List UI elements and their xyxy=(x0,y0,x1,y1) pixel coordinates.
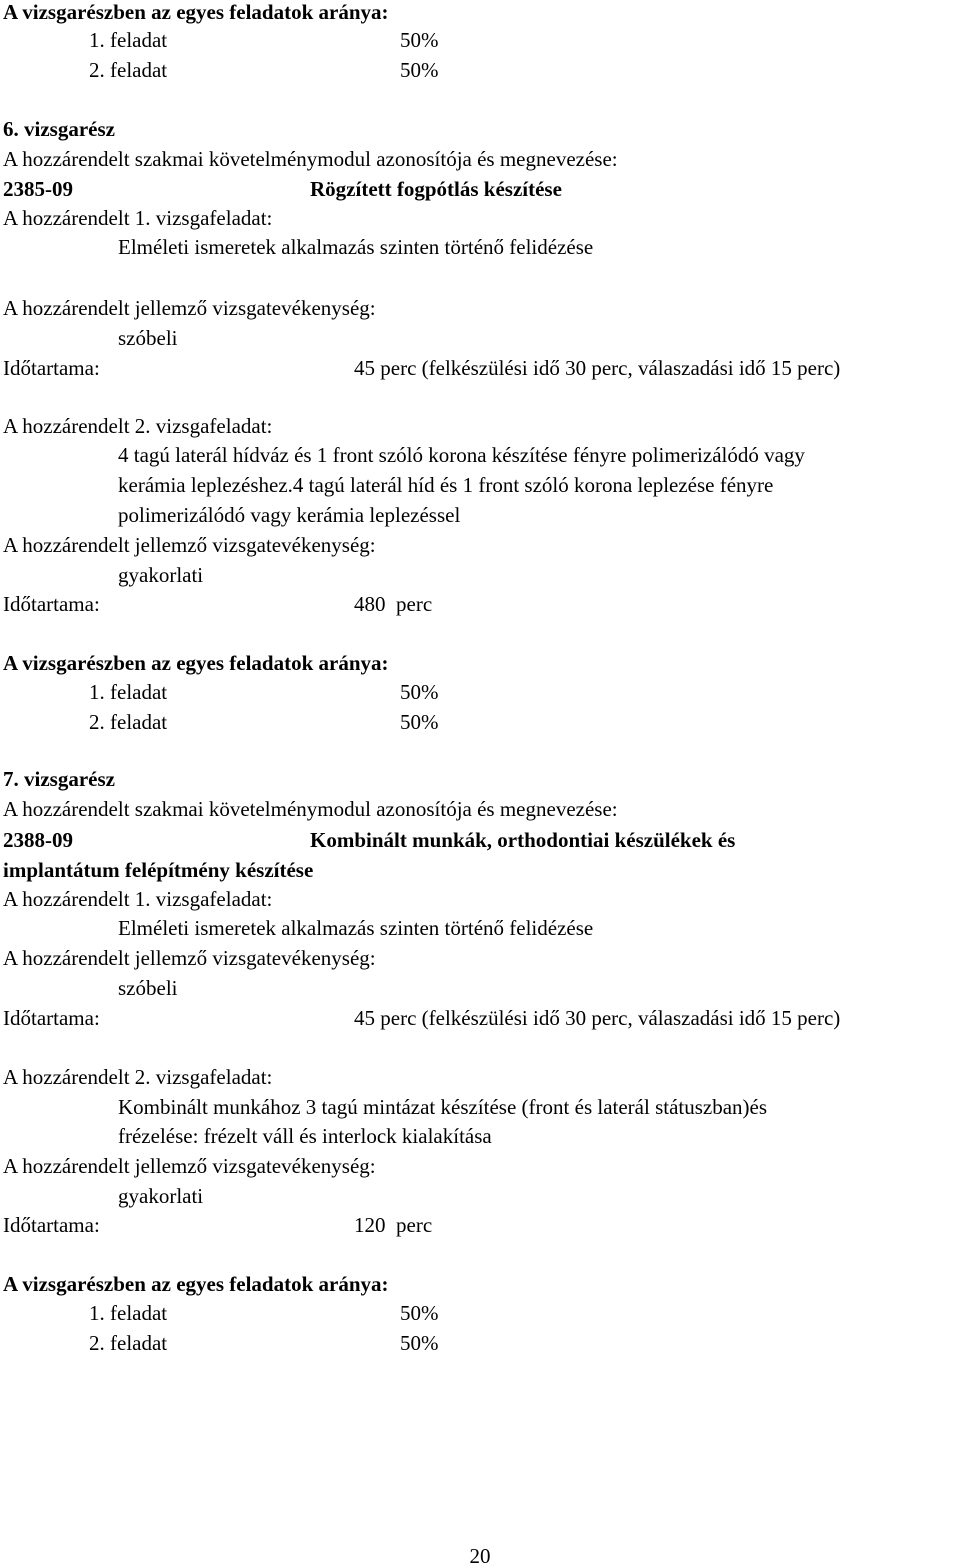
part7-task2-description-line: frézelése: frézelt váll és interlock kialakítása xyxy=(118,1124,492,1148)
part7-title: 7. vizsgarész xyxy=(3,767,115,791)
ratio-task2-value: 50% xyxy=(400,58,439,82)
part7-ratio-task2-value: 50% xyxy=(400,1331,439,1355)
part6-task1-description: Elméleti ismeretek alkalmazás szinten történő felidézése xyxy=(118,235,594,259)
part6-task2-heading: A hozzárendelt 2. vizsgafeladat: xyxy=(3,414,273,438)
part7-task1-duration-label: Időtartama: xyxy=(3,1006,100,1030)
part7-task2-activity: gyakorlati xyxy=(118,1184,204,1208)
part7-task2-description-line: Kombinált munkához 3 tagú mintázat készítése (front és laterál státuszban)és xyxy=(118,1095,768,1119)
part7-task2-heading: A hozzárendelt 2. vizsgafeladat: xyxy=(3,1065,273,1089)
part7-module-intro: A hozzárendelt szakmai követelménymodul azonosítója és megnevezése: xyxy=(3,797,618,821)
part7-task2-duration: 120 perc xyxy=(354,1213,433,1237)
part6-task2-duration: 480 perc xyxy=(354,592,433,616)
part7-module-code: 2388-09 xyxy=(3,828,73,852)
part7-task2-duration-label: Időtartama: xyxy=(3,1213,100,1237)
ratio-task1-value: 50% xyxy=(400,28,439,52)
part7-task1-heading: A hozzárendelt 1. vizsgafeladat: xyxy=(3,887,273,911)
ratio-task2-label: 2. feladat xyxy=(89,58,168,82)
part6-task2-description-line: 4 tagú laterál hídváz és 1 front szóló korona készítése fényre polimerizálódó vagy xyxy=(118,443,805,467)
ratio-task1-label: 1. feladat xyxy=(89,28,168,52)
part6-module-intro: A hozzárendelt szakmai követelménymodul azonosítója és megnevezése: xyxy=(3,147,618,171)
part6-task1-duration-label: Időtartama: xyxy=(3,356,100,380)
part6-ratio-task1-value: 50% xyxy=(400,680,439,704)
part6-module-name: Rögzített fogpótlás készítése xyxy=(310,177,562,201)
part6-task2-description-line: polimerizálódó vagy kerámia leplezéssel xyxy=(118,503,461,527)
part7-task1-activity-heading: A hozzárendelt jellemző vizsgatevékenység: xyxy=(3,946,376,970)
part6-task2-duration-label: Időtartama: xyxy=(3,592,100,616)
part6-module-code: 2385-09 xyxy=(3,177,73,201)
part7-ratio-task1-label: 1. feladat xyxy=(89,1301,168,1325)
part6-task1-activity: szóbeli xyxy=(118,326,178,350)
part6-ratio-task2-value: 50% xyxy=(400,710,439,734)
part7-task1-description: Elméleti ismeretek alkalmazás szinten történő felidézése xyxy=(118,916,594,940)
part6-task2-activity-heading: A hozzárendelt jellemző vizsgatevékenység: xyxy=(3,533,376,557)
part6-task1-heading: A hozzárendelt 1. vizsgafeladat: xyxy=(3,206,273,230)
part6-task2-description-line: kerámia leplezéshez.4 tagú laterál híd és 1 front szóló korona leplezése fényre xyxy=(118,473,774,497)
page-number: 20 xyxy=(469,1544,491,1568)
part6-title: 6. vizsgarész xyxy=(3,117,115,141)
part6-task1-duration: 45 perc (felkészülési idő 30 perc, válaszadási idő 15 perc) xyxy=(354,356,841,380)
part7-task1-activity: szóbeli xyxy=(118,976,178,1000)
part6-task2-activity: gyakorlati xyxy=(118,563,204,587)
part7-ratio-task1-value: 50% xyxy=(400,1301,439,1325)
part7-task2-activity-heading: A hozzárendelt jellemző vizsgatevékenység: xyxy=(3,1154,376,1178)
part7-module-name-cont: implantátum felépítmény készítése xyxy=(3,858,314,882)
part6-ratio-task2-label: 2. feladat xyxy=(89,710,168,734)
part7-ratio-task2-label: 2. feladat xyxy=(89,1331,168,1355)
part6-ratio-task1-label: 1. feladat xyxy=(89,680,168,704)
part6-task1-activity-heading: A hozzárendelt jellemző vizsgatevékenység: xyxy=(3,296,376,320)
part6-ratio-heading: A vizsgarészben az egyes feladatok aránya: xyxy=(3,651,389,675)
ratio-heading: A vizsgarészben az egyes feladatok aránya: xyxy=(3,0,389,24)
part7-task1-duration: 45 perc (felkészülési idő 30 perc, válaszadási idő 15 perc) xyxy=(354,1006,841,1030)
part7-ratio-heading: A vizsgarészben az egyes feladatok aránya: xyxy=(3,1272,389,1296)
part7-module-name: Kombinált munkák, orthodontiai készülékek és xyxy=(310,828,736,852)
